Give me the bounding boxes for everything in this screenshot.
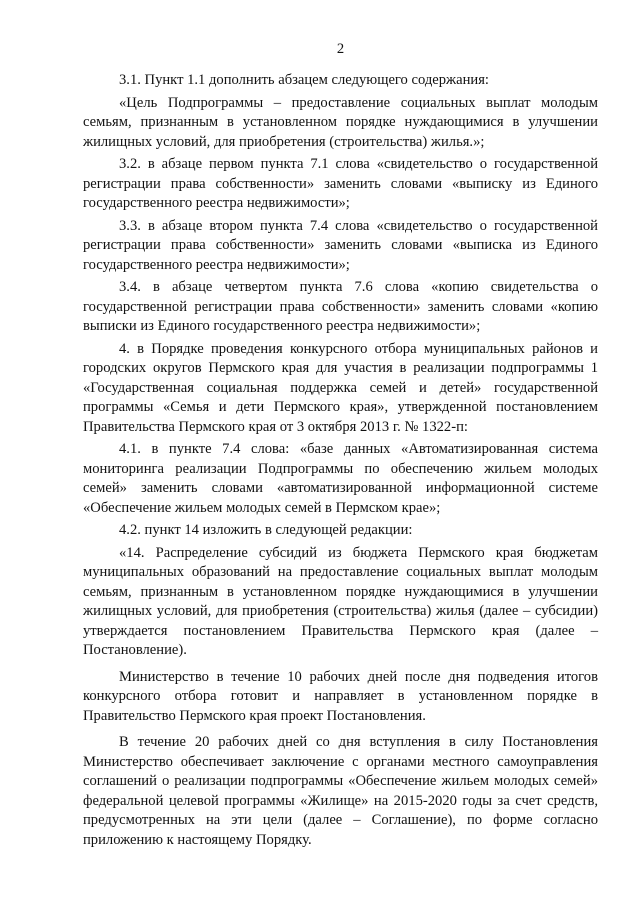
- document-page: [83, 40, 598, 853]
- paragraph-goal-quote: «Цель Подпрограммы – предоставление социальных выплат молодым семьям, признанным в установленном порядке нуждающимися в улучшении жилищных условий, для приобретения (строительства) жилья.»;: [83, 94, 598, 150]
- paragraph-14-quote: «14. Распределение субсидий из бюджета Пермского края бюджетам муниципальных образований на предоставление социальных выплат молодым семьям, признанным в установленном порядке нуждающимися в улучшении жилищных условий, для приобретения (строительства) жилья (далее – субсидии) утверждается постановлением Правительства Пермского края (далее – Постановление).: [83, 544, 598, 658]
- paragraph-4-2: 4.2. пункт 14 изложить в следующей редакции:: [119, 522, 413, 538]
- paragraph-4-1: 4.1. в пункте 7.4 слова: «базе данных «Автоматизированная система мониторинга реализации Подпрограммы по обеспечению жильем молодых семей» заменить словами «автоматизированной информационной системе «Обеспечение жильем молодых семей в Пермском крае»;: [83, 441, 598, 516]
- paragraph-3-3: 3.3. в абзаце втором пункта 7.4 слова «свидетельство о государственной регистрации права собственности» заменить словами «выписка из Единого государственного реестра недвижимости»;: [83, 217, 598, 273]
- paragraph-ministry-10-days: Министерство в течение 10 рабочих дней после дня подведения итогов конкурсного отбора готовит и направляет в установленном порядке в Правительство Пермского края проект Постановления.: [83, 668, 598, 724]
- paragraph-20-days: В течение 20 рабочих дней со дня вступления в силу Постановления Министерство обеспечивает заключение с органами местного самоуправления соглашений о реализации подпрограммы «Обеспечение жильем молодых семей» федеральной целевой программы «Жилище» на 2015-2020 годы за счет средств, предусмотренных на эти цели (далее – Соглашение), по форме согласно приложению к настоящему Порядку.: [83, 734, 598, 848]
- paragraph-3-1: 3.1. Пункт 1.1 дополнить абзацем следующего содержания:: [119, 72, 489, 88]
- paragraph-3-2: 3.2. в абзаце первом пункта 7.1 слова «свидетельство о государственной регистрации права собственности» заменить словами «выписку из Единого государственного реестра недвижимости»;: [83, 156, 598, 211]
- page-number: 2: [336, 41, 345, 57]
- paragraph-3-4: 3.4. в абзаце четвертом пункта 7.6 слова «копию свидетельства о государственной регистрации права собственности» заменить словами «копию выписки из Единого государственного реестра недвижимости»;: [83, 279, 598, 334]
- paragraph-4: 4. в Порядке проведения конкурсного отбора муниципальных районов и городских округов Пермского края для участия в реализации подпрограммы 1 «Государственная социальная поддержка семей и детей» государственной программы «Семья и дети Пермского края», утвержденной постановлением Правительства Пермского края от 3 октября 2013 г. № 1322-п:: [83, 340, 598, 435]
